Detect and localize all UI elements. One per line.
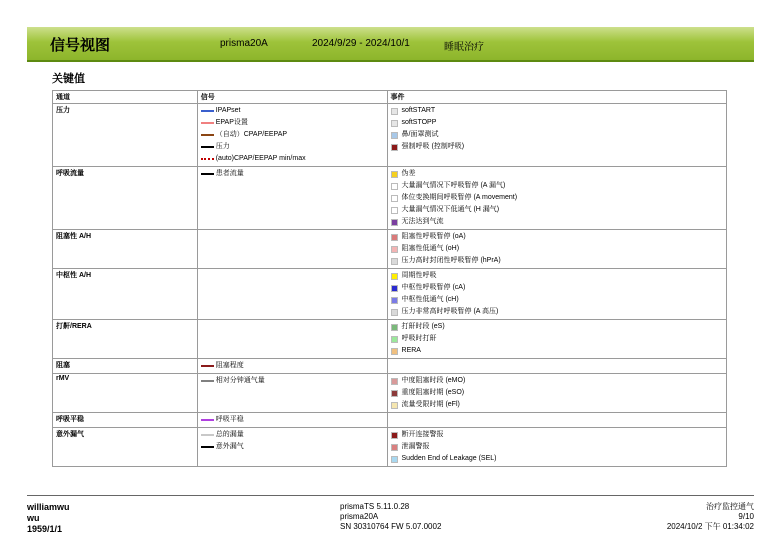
- event-color-swatch: [391, 444, 398, 451]
- event-label: 体位变换期间呼吸暂停 (A movement): [401, 194, 518, 201]
- signal-label: 阻塞程度: [215, 362, 244, 369]
- event-color-swatch: [391, 120, 398, 127]
- event-color-swatch: [391, 324, 398, 331]
- event-item: [391, 453, 723, 465]
- event-label: 阻塞性呼吸暂停 (oA): [401, 233, 466, 240]
- date-range: 2024/9/29 - 2024/10/1: [312, 38, 410, 49]
- table-row: [53, 104, 727, 167]
- event-label: Sudden End of Leakage (SEL): [401, 455, 497, 462]
- signal-cell: [197, 374, 387, 413]
- footer-report-info: [667, 502, 754, 532]
- event-cell: [387, 167, 726, 230]
- event-item: [391, 243, 723, 255]
- table-header-row: [53, 91, 727, 104]
- event-item: [391, 387, 723, 399]
- signal-cell: [197, 428, 387, 467]
- event-item: [391, 375, 723, 387]
- footer-patient: [27, 502, 70, 535]
- event-item: [391, 180, 723, 192]
- signal-line-swatch: [201, 434, 214, 436]
- signal-label: 相对分钟通气量: [215, 377, 265, 384]
- event-item: [391, 429, 723, 441]
- event-color-swatch: [391, 348, 398, 355]
- signal-label: EPAP设置: [215, 119, 248, 126]
- event-item: [391, 117, 723, 129]
- event-color-swatch: [391, 171, 398, 178]
- signal-label: 压力: [215, 143, 230, 150]
- event-cell: [387, 269, 726, 320]
- event-cell: [387, 374, 726, 413]
- event-color-swatch: [391, 234, 398, 241]
- event-cell: [387, 104, 726, 167]
- signal-item: [201, 105, 384, 117]
- event-label: 强制呼吸 (控制呼吸): [401, 143, 465, 150]
- event-item: [391, 306, 723, 318]
- channel-name: 中枢性 A/H: [53, 269, 198, 320]
- event-label: 中枢性低通气 (cH): [401, 296, 459, 303]
- event-color-swatch: [391, 297, 398, 304]
- column-header-channel: 通道: [53, 91, 198, 104]
- event-item: [391, 168, 723, 180]
- signal-line-swatch: [201, 419, 214, 421]
- event-label: RERA: [401, 347, 421, 354]
- event-item: [391, 321, 723, 333]
- page-title: 信号视图: [50, 37, 111, 54]
- signal-cell: [197, 413, 387, 428]
- signal-item: [201, 117, 384, 129]
- event-color-swatch: [391, 456, 398, 463]
- signal-item: [201, 429, 384, 441]
- event-label: 压力高时封闭性呼吸暂停 (hPrA): [401, 257, 501, 264]
- table-row: [53, 269, 727, 320]
- signal-cell: [197, 359, 387, 374]
- channel-name: 打鼾/RERA: [53, 320, 198, 359]
- event-label: 中度阻塞时段 (eMO): [401, 377, 466, 384]
- event-label: 阻塞性低通气 (oH): [401, 245, 460, 252]
- event-label: 重度阻塞时期 (eSO): [401, 389, 465, 396]
- event-color-swatch: [391, 378, 398, 385]
- signal-item: [201, 441, 384, 453]
- event-item: [391, 345, 723, 357]
- event-label: 周期性呼吸: [401, 272, 437, 279]
- event-color-swatch: [391, 246, 398, 253]
- event-item: [391, 129, 723, 141]
- event-label: 打鼾时段 (eS): [401, 323, 445, 330]
- signal-line-swatch: [201, 380, 214, 382]
- signal-label: （自动）CPAP/EEPAP: [215, 131, 288, 138]
- event-item: [391, 441, 723, 453]
- event-cell: [387, 230, 726, 269]
- signal-line-swatch: [201, 365, 214, 367]
- patient-name: williamwu: [27, 502, 70, 512]
- patient-short-name: wu: [27, 513, 40, 523]
- signal-label: IPAPset: [215, 107, 241, 114]
- signal-label: 患者流量: [215, 170, 244, 177]
- event-label: 无法达到气流: [401, 218, 444, 225]
- signal-label: 总的漏量: [215, 431, 244, 438]
- signal-item: [201, 153, 384, 165]
- event-color-swatch: [391, 402, 398, 409]
- event-color-swatch: [391, 207, 398, 214]
- signal-item: [201, 375, 384, 387]
- section-title: 关键值: [52, 73, 85, 85]
- event-label: softSTOPP: [401, 119, 437, 126]
- table-row: [53, 428, 727, 467]
- event-color-swatch: [391, 144, 398, 151]
- channel-name: 呼吸平稳: [53, 413, 198, 428]
- report-type: 治疗监控通气: [706, 502, 754, 511]
- signal-cell: [197, 104, 387, 167]
- report-header: [27, 27, 754, 62]
- event-label: 断开连接警报: [401, 431, 444, 438]
- signal-line-swatch: [201, 158, 214, 160]
- event-item: [391, 294, 723, 306]
- event-label: 压力非常高时呼吸暂停 (A 高压): [401, 308, 499, 315]
- signal-line-swatch: [201, 173, 214, 175]
- event-cell: [387, 320, 726, 359]
- event-label: 鼻/面罩测试: [401, 131, 439, 138]
- channel-name: 呼吸流量: [53, 167, 198, 230]
- table-row: [53, 230, 727, 269]
- column-header-signal: 信号: [197, 91, 387, 104]
- event-label: 泄漏警报: [401, 443, 430, 450]
- channel-name: 压力: [53, 104, 198, 167]
- channel-name: 意外漏气: [53, 428, 198, 467]
- event-item: [391, 216, 723, 228]
- patient-dob: 1959/1/1: [27, 524, 63, 534]
- serial-number: SN 30310764 FW 5.07.0002: [340, 522, 442, 531]
- signal-line-swatch: [201, 134, 214, 136]
- print-timestamp: 2024/10/2 下午 01:34:02: [666, 522, 754, 531]
- table-row: [53, 413, 727, 428]
- key-values-table: [52, 90, 727, 467]
- event-label: 呼吸时打鼾: [401, 335, 437, 342]
- event-color-swatch: [391, 432, 398, 439]
- event-label: 伪差: [401, 170, 416, 177]
- table-row: [53, 320, 727, 359]
- table-row: [53, 374, 727, 413]
- signal-item: [201, 141, 384, 153]
- page-number: 9/10: [738, 512, 754, 521]
- event-label: softSTART: [401, 107, 436, 114]
- event-item: [391, 270, 723, 282]
- channel-name: 阻塞: [53, 359, 198, 374]
- event-item: [391, 333, 723, 345]
- signal-label: 意外漏气: [215, 443, 244, 450]
- signal-item: [201, 360, 384, 372]
- event-color-swatch: [391, 183, 398, 190]
- signal-line-swatch: [201, 146, 214, 148]
- event-item: [391, 141, 723, 153]
- event-color-swatch: [391, 285, 398, 292]
- channel-name: rMV: [53, 374, 198, 413]
- event-cell: [387, 359, 726, 374]
- event-color-swatch: [391, 258, 398, 265]
- table-row: [53, 359, 727, 374]
- signal-line-swatch: [201, 446, 214, 448]
- event-item: [391, 105, 723, 117]
- event-item: [391, 192, 723, 204]
- signal-cell: [197, 269, 387, 320]
- signal-line-swatch: [201, 122, 214, 124]
- signal-item: [201, 129, 384, 141]
- signal-line-swatch: [201, 110, 214, 112]
- footer-device-name: prisma20A: [340, 512, 379, 521]
- event-color-swatch: [391, 195, 398, 202]
- therapy-mode: 睡眠治疗: [444, 42, 484, 53]
- event-item: [391, 231, 723, 243]
- event-cell: [387, 428, 726, 467]
- signal-cell: [197, 320, 387, 359]
- signal-item: [201, 168, 384, 180]
- event-color-swatch: [391, 390, 398, 397]
- channel-name: 阻塞性 A/H: [53, 230, 198, 269]
- event-item: [391, 204, 723, 216]
- event-color-swatch: [391, 219, 398, 226]
- device-name: prisma20A: [220, 38, 268, 49]
- event-item: [391, 255, 723, 267]
- event-label: 大量漏气情况下低通气 (H 漏气): [401, 206, 500, 213]
- event-color-swatch: [391, 309, 398, 316]
- signal-cell: [197, 230, 387, 269]
- event-cell: [387, 413, 726, 428]
- event-color-swatch: [391, 132, 398, 139]
- signal-item: [201, 414, 384, 426]
- software-version: prismaTS 5.11.0.28: [340, 502, 410, 511]
- column-header-event: 事件: [387, 91, 726, 104]
- signal-cell: [197, 167, 387, 230]
- event-color-swatch: [391, 273, 398, 280]
- signal-label: 呼吸平稳: [215, 416, 244, 423]
- event-color-swatch: [391, 336, 398, 343]
- event-item: [391, 399, 723, 411]
- event-item: [391, 282, 723, 294]
- event-color-swatch: [391, 108, 398, 115]
- event-label: 流量受限时期 (eFl): [401, 401, 460, 408]
- signal-label: (auto)CPAP/EEPAP min/max: [215, 155, 306, 162]
- event-label: 中枢性呼吸暂停 (cA): [401, 284, 466, 291]
- table-row: [53, 167, 727, 230]
- footer-device-info: [340, 502, 441, 532]
- footer-divider: [27, 495, 754, 496]
- event-label: 大量漏气情况下呼吸暂停 (A 漏气): [401, 182, 506, 189]
